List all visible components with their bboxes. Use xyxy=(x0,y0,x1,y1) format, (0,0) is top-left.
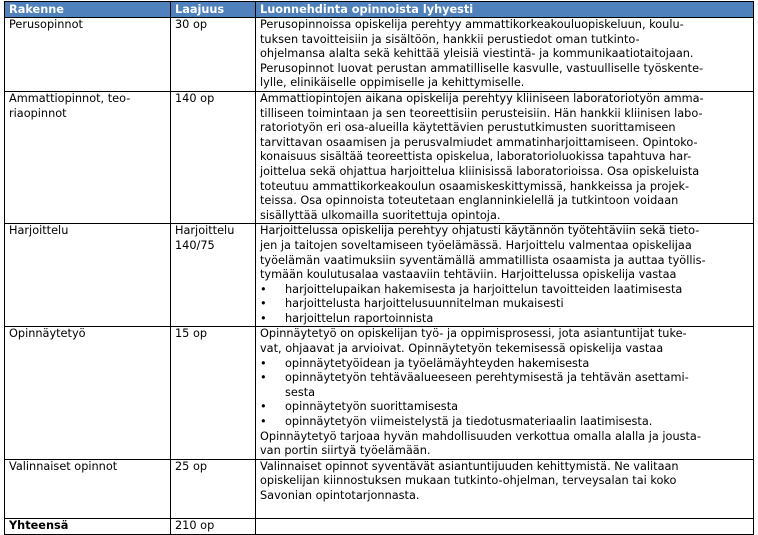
bullet-icon: • xyxy=(260,415,267,429)
bullet-item xyxy=(260,283,749,298)
bullet-text: harjoittelun raportoinnista xyxy=(285,311,434,325)
structure-text: Harjoittelu xyxy=(9,224,69,238)
bullet-icon: • xyxy=(260,297,267,311)
cell-structure xyxy=(5,18,171,92)
description-line: opiskelijan kiinnostuksen mukaan tutkinto-ohjelman, terveysalan tai koko xyxy=(260,474,677,488)
bullet-text: opinnäytetyön tehtäväalueeseen perehtymisestä ja tehtävän asettami- xyxy=(285,371,689,385)
description-line: Opinnäytetyö on opiskelijan työ- ja oppimisprosessi, jota asiantuntijat tuke- xyxy=(260,327,687,341)
scope-text: Harjoittelu xyxy=(175,224,235,238)
description-line: ratoriotyön eri osa-alueilla käytettävien perustutkimusten suorittamiseen xyxy=(260,121,676,135)
bullet-icon: • xyxy=(260,371,267,385)
study-structure-table xyxy=(4,1,754,535)
description-line: Ammattiopintojen aikana opiskelija perehtyy kliiniseen laboratoriotyön amma- xyxy=(260,91,704,105)
table-header-row xyxy=(5,2,754,18)
total-label: Yhteensä xyxy=(5,519,171,535)
header-scope: Laajuus xyxy=(171,2,256,18)
bullet-item xyxy=(260,386,749,401)
bullet-text: opinnäytetyön viimeistelystä ja tiedotusmateriaalin laatimisesta. xyxy=(285,415,653,429)
cell-structure xyxy=(5,459,171,518)
bullet-icon: • xyxy=(260,282,267,296)
header-structure: Rakenne xyxy=(5,2,171,18)
cell-scope xyxy=(171,91,256,223)
cell-scope xyxy=(171,327,256,459)
bullet-text: harjoittelupaikan hakemisesta ja harjoittelun tavoitteiden laatimisesta xyxy=(285,282,683,296)
bullet-text: opinnäytetyöidean ja työelämäyhteyden hakemisesta xyxy=(285,356,590,370)
bullet-icon: • xyxy=(260,311,267,325)
description-line: konaisuus sisältää teoreettista opiskelua, laboratorioluokissa tapahtuva har- xyxy=(260,150,692,164)
description-line: tuksen tavoitteisiin ja sisältöön, hankkii perustiedot oman tutkinto- xyxy=(260,32,640,46)
total-scope: 210 op xyxy=(171,519,256,535)
cell-description xyxy=(256,91,754,223)
structure-text: Opinnäytetyö xyxy=(9,327,86,341)
description-line: toteutuu ammattikorkeakoulun osaamiskeskittymissä, hankkeissa ja projek- xyxy=(260,179,690,193)
description-line: jen ja taitojen soveltamiseen työelämässä. Harjoittelu valmentaa opiskelijaa xyxy=(260,238,692,252)
description-line: Perusopinnot luovat perustan ammatilliselle kasvulle, vastuulliselle työskente- xyxy=(260,61,704,75)
total-row xyxy=(5,519,754,535)
description-line: Opinnäytetyö tarjoaa hyvän mahdollisuuden verkottua omalla alalla ja jousta- xyxy=(260,429,701,443)
cell-description xyxy=(256,18,754,92)
bullet-item xyxy=(260,357,749,372)
cell-structure xyxy=(5,224,171,327)
bullet-item xyxy=(260,371,749,386)
description-line: tymään koulutusalaa vastaaviin tehtäviin. Harjoittelussa opiskelija vastaa xyxy=(260,268,677,282)
scope-text: 25 op xyxy=(175,459,208,473)
bullet-item xyxy=(260,297,749,312)
scope-text: 30 op xyxy=(175,18,208,31)
table-row xyxy=(5,91,754,223)
bullet-item xyxy=(260,400,749,415)
description-line: van portin siirtyä työelämään. xyxy=(260,444,431,458)
table-body xyxy=(5,18,754,535)
table-row xyxy=(5,224,754,327)
description-line: tarvittavan osaamisen ja perusvalmiudet ammatinharjoittamiseen. Opintoko- xyxy=(260,135,698,149)
description-line: lylle, elinikäiselle oppimiselle ja kehittymiselle. xyxy=(260,76,525,90)
cell-description xyxy=(256,224,754,327)
cell-scope xyxy=(171,459,256,518)
description-line: Valinnaiset opinnot syventävät asiantuntijuuden kehittymistä. Ne valitaan xyxy=(260,459,679,473)
table-row xyxy=(5,18,754,92)
bullet-icon: • xyxy=(260,400,267,414)
cell-scope xyxy=(171,18,256,92)
bullet-icon: • xyxy=(260,356,267,370)
cell-scope xyxy=(171,224,256,327)
description-line xyxy=(260,504,749,519)
description-line: Perusopinnoissa opiskelija perehtyy ammattikorkeakouluopiskeluun, koulu- xyxy=(260,18,684,31)
bullet-text: sesta xyxy=(285,385,316,399)
structure-text: Valinnaiset opinnot xyxy=(9,459,118,473)
scope-text: 140 op xyxy=(175,91,215,105)
description-line: työelämän vaatimuksiin syventämällä ammatillista osaamista ja auttaa työllis- xyxy=(260,253,706,267)
bullet-item xyxy=(260,415,749,430)
cell-description xyxy=(256,327,754,459)
table-row xyxy=(5,459,754,518)
structure-text: Perusopinnot xyxy=(9,18,83,31)
structure-text: riaopinnot xyxy=(9,106,67,120)
bullet-text: opinnäytetyön suorittamisesta xyxy=(285,400,459,414)
cell-structure xyxy=(5,327,171,459)
description-line: ohjelmansa alalta sekä kehittää yleisiä viestintä- ja kommunikaatiotaitojaan. xyxy=(260,47,694,61)
structure-text: Ammattiopinnot, teo- xyxy=(9,91,131,105)
bullet-text: harjoittelusta harjoittelusuunnitelman mukaisesti xyxy=(285,297,564,311)
description-line: vat, ohjaavat ja arvioivat. Opinnäytetyön tekemisessä opiskelija vastaa xyxy=(260,342,664,356)
description-line: Savonian opintotarjonnasta. xyxy=(260,489,420,502)
cell-description xyxy=(256,459,754,518)
total-description-empty xyxy=(256,519,754,535)
description-line: tilliseen toimintaan ja sen teoreettisiin perusteisiin. Hän hankkii kliinisen labo- xyxy=(260,106,703,120)
scope-text: 140/75 xyxy=(175,238,215,252)
scope-text: 15 op xyxy=(175,327,208,341)
description-line: Harjoittelussa opiskelija perehtyy ohjatusti käytännön työtehtäviin sekä tieto- xyxy=(260,224,700,238)
header-description: Luonnehdinta opinnoista lyhyesti xyxy=(256,2,754,18)
description-line: teissa. Osa opinnoista toteutetaan englanninkielellä ja tutkintoon voidaan xyxy=(260,194,679,208)
cell-structure xyxy=(5,91,171,223)
description-line: joittelua sekä ohjattua harjoittelua kliinisissä laboratorioissa. Osa opiskeluista xyxy=(260,164,700,178)
description-line: sisällyttää ulkomailla suoritettuja opintoja. xyxy=(260,208,501,222)
table-row xyxy=(5,327,754,459)
bullet-item xyxy=(260,312,749,327)
